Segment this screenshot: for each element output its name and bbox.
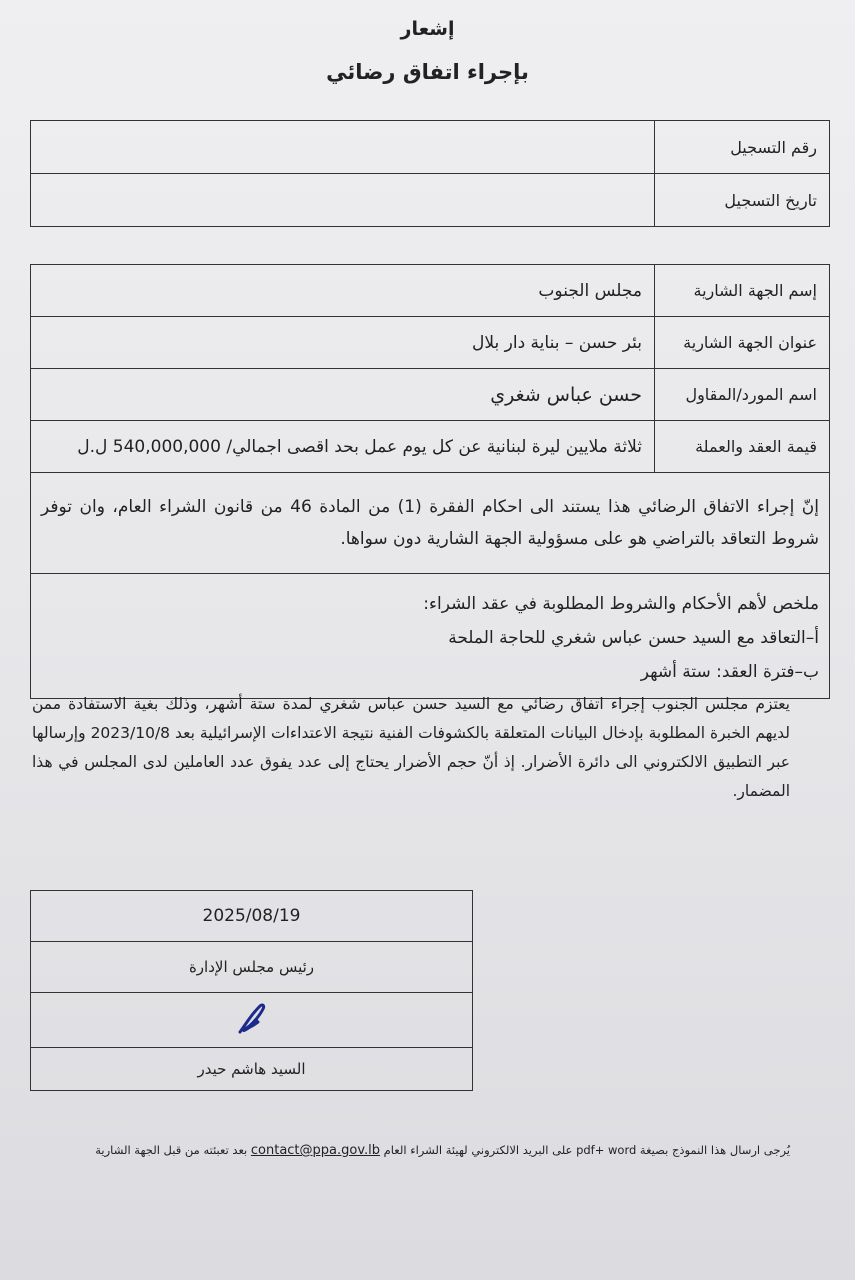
contract-value-row	[31, 421, 830, 473]
summary-row	[31, 574, 830, 699]
signature-date: 2025/08/19	[31, 891, 473, 942]
address-value: بئر حسن – بناية دار بلال	[31, 317, 655, 369]
summary-title: ملخص لأهم الأحكام والشروط المطلوبة في عقد الشراء:	[423, 594, 819, 614]
registration-number-row	[31, 121, 830, 174]
details-table	[30, 264, 830, 699]
contract-value-label: قيمة العقد والعملة	[655, 421, 830, 473]
legal-basis-text: إنّ إجراء الاتفاق الرضائي هذا يستند الى احكام الفقرة (1) من المادة 46 من قانون الشراء العام، وان توفر شروط التعاقد بالتراضي هو على مسؤولية الجهة الشارية دون سواها.	[31, 473, 830, 574]
footer-email-link[interactable]: contact@ppa.gov.lb	[250, 1143, 381, 1158]
registration-date-label: تاريخ التسجيل	[655, 174, 830, 227]
registration-date-value	[31, 174, 655, 227]
signature-name: السيد هاشم حيدر	[31, 1048, 473, 1091]
signature-mark-row	[31, 993, 473, 1048]
handwritten-signature	[31, 993, 473, 1048]
registration-number-value	[31, 121, 655, 174]
summary-item-b: ب–فترة العقد: ستة أشهر	[640, 662, 819, 682]
registration-number-label: رقم التسجيل	[655, 121, 830, 174]
signature-scribble-icon	[232, 998, 272, 1038]
registration-table	[30, 120, 830, 227]
document-subtitle: بإجراء اتفاق رضائي	[326, 60, 529, 84]
entity-value: مجلس الجنوب	[31, 265, 655, 317]
document-title: إشعار	[400, 18, 455, 40]
entity-label: إسم الجهة الشارية	[655, 265, 830, 317]
footer-note	[50, 1141, 790, 1160]
entity-row	[31, 265, 830, 317]
signature-name-row	[31, 1048, 473, 1091]
supplier-row	[31, 369, 830, 421]
legal-basis-row	[31, 473, 830, 574]
body-paragraph: يعتزم مجلس الجنوب إجراء اتفاق رضائي مع السيد حسن عباس شغري لمدة ستة أشهر، وذلك بغية الاستفادة ممن لديهم الخبرة المطلوبة بإدخال البيانات المتعلقة بالكشوفات الفنية نتيجة الاعتداءات الإسرائيلية بعد 2023/10/8 وإرسالها عبر التطبيق الالكتروني الى دائرة الأضرار. إذ أنّ حجم الأضرار يحتاج إلى عدد يفوق عدد العاملين لدى المجلس في هذا المضمار.	[32, 695, 790, 800]
footer-text-after: بعد تعبئته من قبل الجهة الشارية	[95, 1143, 248, 1157]
address-row	[31, 317, 830, 369]
signature-title-row	[31, 942, 473, 993]
signature-date-row	[31, 891, 473, 942]
signature-title: رئيس مجلس الإدارة	[31, 942, 473, 993]
address-label: عنوان الجهة الشارية	[655, 317, 830, 369]
contract-value-value: ثلاثة ملايين ليرة لبنانية عن كل يوم عمل بحد اقصى اجمالي/ 540,000,000 ل.ل	[31, 421, 655, 473]
supplier-value: حسن عباس شغري	[31, 369, 655, 421]
summary-cell	[31, 574, 830, 699]
footer-text-before: يُرجى ارسال هذا النموذج بصيغة pdf+ word على البريد الالكتروني لهيئة الشراء العام	[383, 1143, 790, 1157]
signature-table	[30, 890, 473, 1091]
registration-date-row	[31, 174, 830, 227]
supplier-label: اسم المورد/المقاول	[655, 369, 830, 421]
summary-item-a: أ–التعاقد مع السيد حسن عباس شغري للحاجة الملحة	[448, 628, 819, 648]
